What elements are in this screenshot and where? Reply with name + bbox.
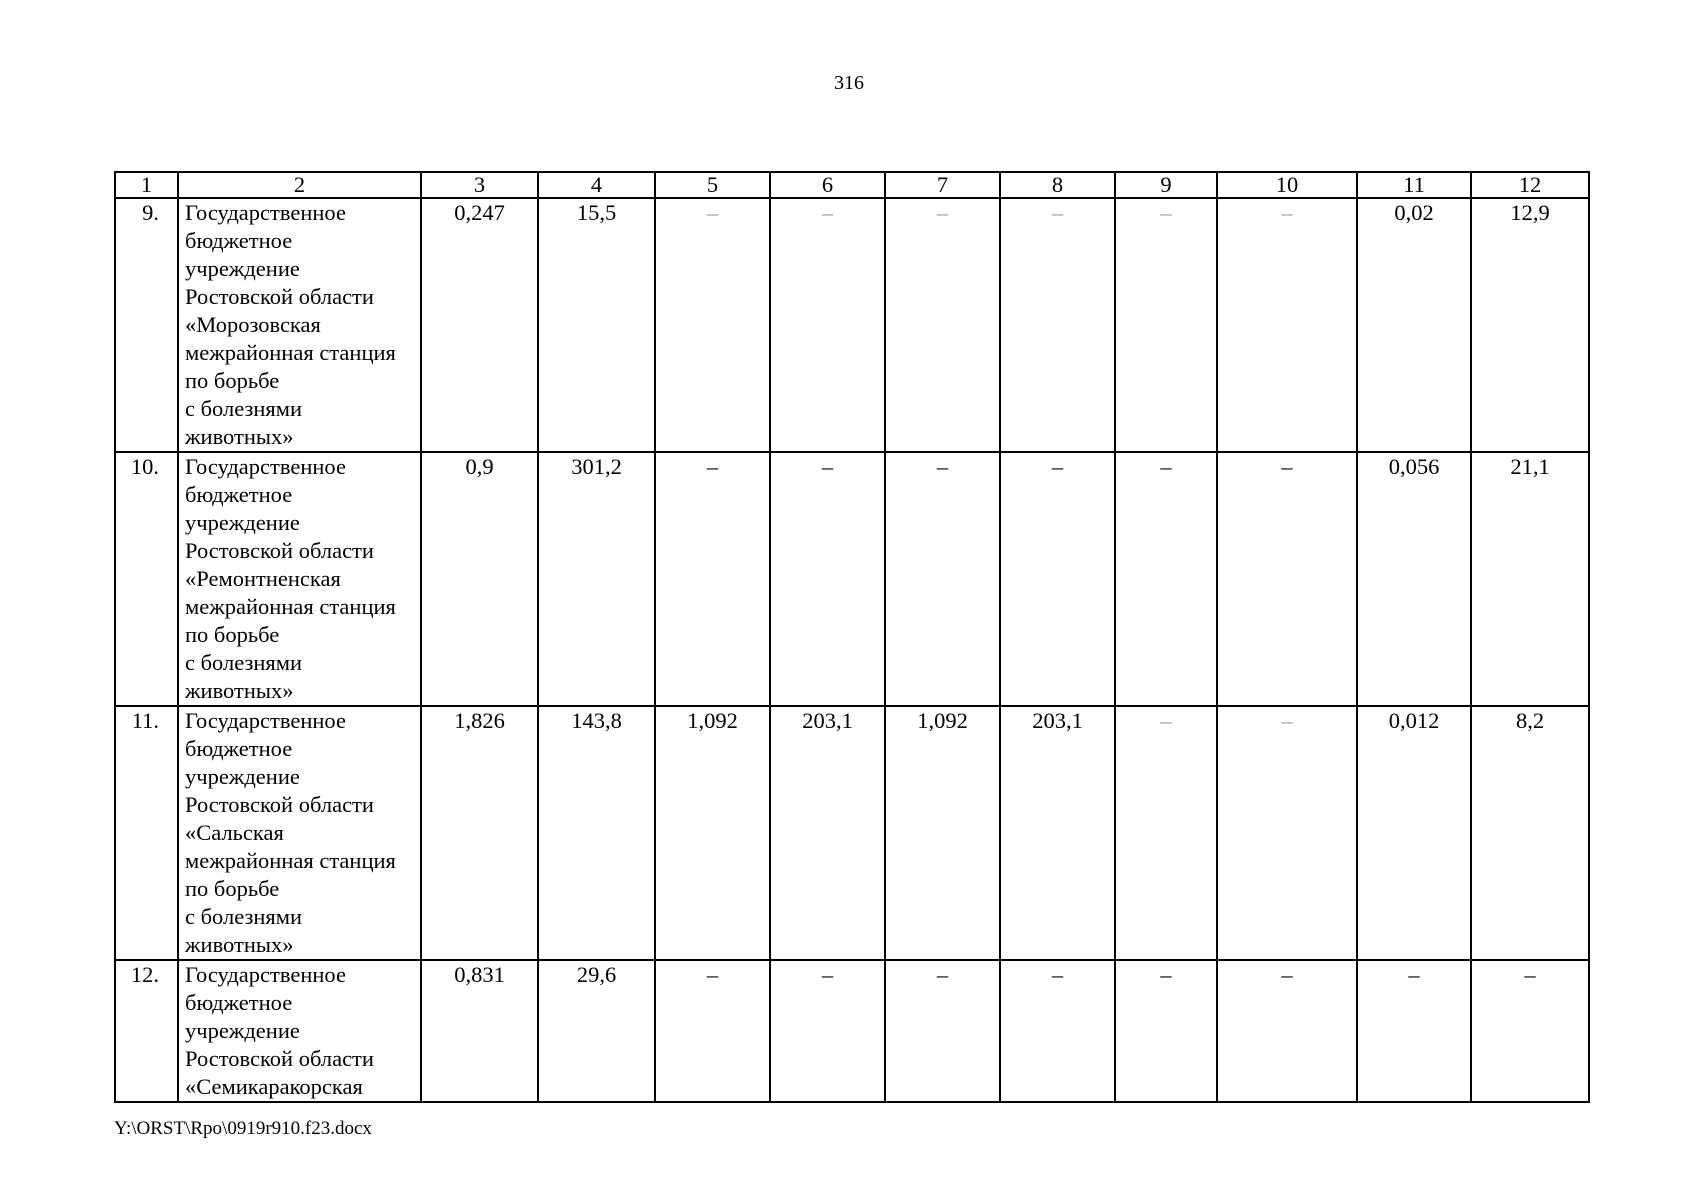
table-header-row [115,172,1589,198]
page-number: 316 [834,72,864,94]
row-number: 9. [115,198,178,452]
name-line: «Сальская [185,820,284,845]
name-line: бюджетное [185,990,293,1015]
value-cell: – [1115,706,1217,960]
value-cell: – [1115,452,1217,706]
value-cell: – [885,452,1000,706]
name-line: животных» [185,678,294,703]
name-line: бюджетное [185,482,293,507]
value-cell: 0,9 [421,452,538,706]
name-line: «Ремонтненская [185,566,341,591]
value-cell: 0,247 [421,198,538,452]
institution-name [178,706,421,960]
name-line: животных» [185,424,294,449]
name-line: «Семикаракорская [185,1074,363,1099]
value-cell: – [885,960,1000,1102]
name-line: учреждение [185,764,300,789]
name-line: Государственное [185,454,346,479]
value-cell: 15,5 [538,198,655,452]
value-cell: – [885,198,1000,452]
name-line: межрайонная станция [185,594,396,619]
value-cell: – [655,960,770,1102]
name-line: Государственное [185,200,346,225]
column-number-header: 9 [1115,172,1217,198]
value-cell: 203,1 [770,706,885,960]
value-cell: 0,831 [421,960,538,1102]
name-line: по борьбе [185,622,280,647]
value-cell: 0,02 [1357,198,1471,452]
name-line: по борьбе [185,368,280,393]
name-line: Ростовской области [185,1046,374,1071]
name-line: Государственное [185,708,346,733]
value-cell: – [1000,198,1115,452]
table-row [115,706,1589,960]
column-number-header: 12 [1471,172,1589,198]
value-cell: 301,2 [538,452,655,706]
value-cell: 8,2 [1471,706,1589,960]
value-cell: – [1217,198,1357,452]
name-line: учреждение [185,1018,300,1043]
value-cell: – [1471,960,1589,1102]
value-cell: 12,9 [1471,198,1589,452]
name-line: бюджетное [185,228,293,253]
table-row [115,452,1589,706]
row-number: 12. [115,960,178,1102]
value-cell: – [770,452,885,706]
name-line: Ростовской области [185,792,374,817]
name-line: Ростовской области [185,538,374,563]
table-row [115,960,1589,1102]
name-line: с болезнями [185,650,303,675]
name-line: с болезнями [185,396,303,421]
value-cell: 0,056 [1357,452,1471,706]
value-cell: 143,8 [538,706,655,960]
name-line: Государственное [185,962,346,987]
value-cell: – [1000,452,1115,706]
column-number-header: 11 [1357,172,1471,198]
value-cell: 203,1 [1000,706,1115,960]
value-cell: – [1115,960,1217,1102]
column-number-header: 7 [885,172,1000,198]
column-number-header: 6 [770,172,885,198]
column-number-header: 8 [1000,172,1115,198]
name-line: бюджетное [185,736,293,761]
name-line: Ростовской области [185,284,374,309]
value-cell: – [1000,960,1115,1102]
value-cell: 1,092 [655,706,770,960]
column-number-header: 10 [1217,172,1357,198]
column-number-header: 1 [115,172,178,198]
institution-name [178,452,421,706]
column-number-header: 4 [538,172,655,198]
value-cell: 1,092 [885,706,1000,960]
value-cell: – [655,452,770,706]
value-cell: – [770,198,885,452]
column-number-header: 3 [421,172,538,198]
data-table [114,171,1590,1103]
value-cell: – [1115,198,1217,452]
table-row [115,198,1589,452]
name-line: «Морозовская [185,312,321,337]
institution-name [178,198,421,452]
row-number: 11. [115,706,178,960]
footer-file-path: Y:\ORST\Rpo\0919r910.f23.docx [114,1118,372,1139]
name-line: по борьбе [185,876,280,901]
value-cell: 0,012 [1357,706,1471,960]
name-line: с болезнями [185,904,303,929]
institution-name [178,960,421,1102]
name-line: межрайонная станция [185,340,396,365]
name-line: животных» [185,932,294,957]
value-cell: 29,6 [538,960,655,1102]
name-line: межрайонная станция [185,848,396,873]
value-cell: – [1217,960,1357,1102]
row-number: 10. [115,452,178,706]
value-cell: – [1217,706,1357,960]
value-cell: – [1357,960,1471,1102]
column-number-header: 2 [178,172,421,198]
name-line: учреждение [185,510,300,535]
value-cell: 21,1 [1471,452,1589,706]
name-line: учреждение [185,256,300,281]
value-cell: – [770,960,885,1102]
value-cell: – [655,198,770,452]
value-cell: 1,826 [421,706,538,960]
column-number-header: 5 [655,172,770,198]
value-cell: – [1217,452,1357,706]
